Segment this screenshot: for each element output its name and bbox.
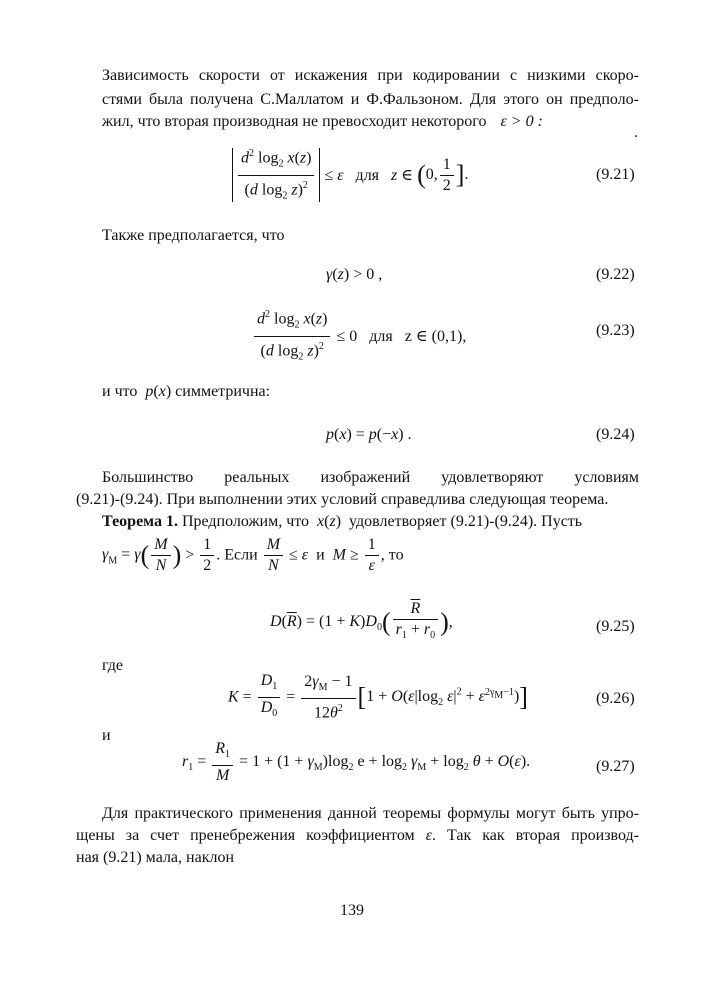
theorem-line: Теорема 1. Предположим, что x(z) удовлетворяет (9.21)-(9.24). Пусть — [102, 513, 583, 530]
final-line-1: Для практического применения данной теоремы формулы могут быть упро- — [102, 805, 639, 822]
eq-number-9-23: (9.23) — [596, 322, 635, 339]
equation-9-27: $r_1$ = $\frac{R_1}{M}$ = $1 + (1 + \gamma_M)\log_2$ $e + \log_2 \gamma_M + \log_2 \theta + O(\varepsilon)$. — [182, 740, 531, 785]
eq-number-9-24: (9.24) — [596, 426, 635, 443]
paragraph-1-line-3: жил, что вторая производная не превосходит некоторого ε > 0 : — [102, 113, 543, 130]
eq-number-9-26: (9.26) — [596, 690, 635, 707]
eq-number-9-22: (9.22) — [596, 266, 635, 283]
final-line-2: щены за счет пренебрежения коэффициентом ε. Так как вторая производ- — [76, 827, 640, 844]
paragraph-1-line-1: Зависимость скорости от искажения при кодировании с низкими скоро- — [102, 67, 639, 84]
and-that-line: и что p(x) симметрична: — [102, 383, 271, 400]
final-line-3: ная (9.21) мала, наклон — [76, 849, 235, 866]
equation-9-26: K = $\frac{D_1}{D_0}$ = $\frac{2\gamma_M - 1}{12\theta^2}$ [$1 + O(\varepsilon|\log_2$ $\varepsilon|^2 + \varepsilon^{2\gamma_M-1}$)] — [228, 672, 528, 722]
epsilon-condition: ε > 0 : — [500, 113, 543, 130]
equation-9-25: $D(\overline{R}) = (1 + K)D_0$( $\frac{\overline{R}}{r_1 + r_0}$ ), — [270, 600, 453, 645]
majority-line-1: Большинство реальных изображений удовлетворяют условиям — [102, 469, 640, 486]
paragraph-1-line-2: стями была получена С.Маллатом и Ф.Фальзоном. Для этого он предполо- — [102, 91, 639, 108]
equation-9-21: $\frac{d^2 \log_2 x(z)}{(d \log_2 z)^2}$ ≤ ε для z ∈ (0, $\frac{1}{2}$ ]. — [232, 148, 468, 202]
where-word: где — [102, 657, 124, 674]
equation-9-23: $\frac{d^2 \log_2 x(z)}{(d \log_2 z)^2}$ ≤ 0 для z ∈ (0,1), — [252, 306, 466, 366]
and-word-2: и — [102, 727, 111, 744]
gamma-definition: $\gamma_M = \gamma$( $\frac{M}{N}$ ) > $\frac{1}{2}$ . Если $\frac{M}{N}$ ≤ ε и M ≥ $\frac{1}{\varepsilon}$ , то — [102, 536, 404, 574]
eq-number-9-25: (9.25) — [596, 618, 635, 635]
stray-dot: . — [634, 124, 638, 141]
eq-number-9-27: (9.27) — [596, 758, 635, 775]
also-text: Также предполагается, что — [102, 227, 285, 244]
equation-9-24: p(x) = p(−x) . — [326, 426, 412, 443]
majority-line-2: (9.21)-(9.24). При выполнении этих условий справедлива следующая теорема. — [76, 491, 609, 508]
equation-9-22: γ(z) > 0 , — [326, 266, 383, 283]
eq-number-9-21: (9.21) — [596, 166, 635, 183]
page-number: 139 — [340, 902, 364, 919]
